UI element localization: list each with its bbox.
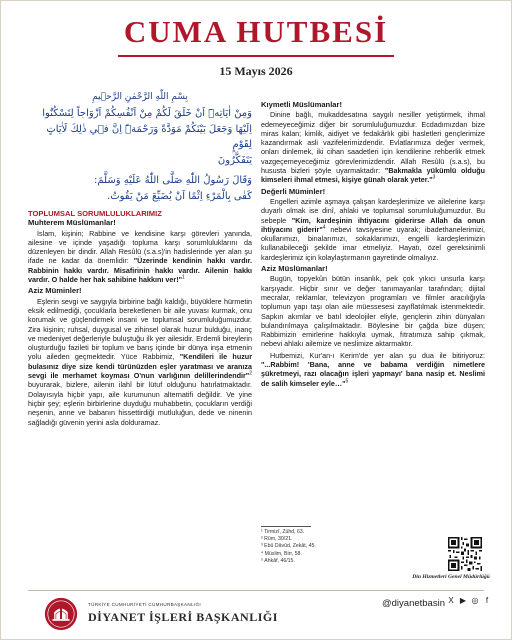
greeting-heading: Değerli Müminler! bbox=[261, 186, 326, 196]
arabic-verse-line: اِلَيْهَا وَجَعَلَ بَيْنَكُمْ مَوَدَّةً وَرَحْمَةًۜ اِنَّ ف۪ي ذٰلِكَ لَاٰيَاتٍ لِقَوْمٍ bbox=[46, 124, 252, 150]
instagram-icon[interactable]: ◎ bbox=[471, 596, 479, 605]
footnotes bbox=[261, 526, 401, 565]
greeting-heading: Muhterem Müslümanlar! bbox=[28, 218, 116, 228]
arabic-verse-line: وَمِنْ اٰيَاتِه۪ٓ اَنْ خَلَقَ لَكُمْ مِنْ اَنْفُسِكُمْ اَزْوَاجاً لِتَسْكُنُٓوا bbox=[42, 108, 252, 119]
diyanet-logo-icon bbox=[44, 597, 78, 631]
arabic-hadith-line: وَقَالَ رَسُولُ اللّٰهِ صَلَّى اللّٰهُ عَلَيْهِ وَسَلَّمَ: bbox=[94, 175, 252, 186]
paragraph: İslam, kişinin; Rabbine ve kendisine karşı görevleri yanında, ailesine ve içinde yaşadığı topluma karşı sorumluluklarını da düzenleyen bir dindir. Allah Resûlü (s.a.s)'in hadislerinde yer alan şu ifade ne kadar da önemlidir: "Üzerinde kendinin hakkı vardır. Rabbinin hakkı vardır. Misafirinin hakkı vardır. Ailenin hakkı vardır. O halde her hak sahibine hakkını ver!"$^1$ bbox=[28, 228, 252, 285]
page-title: CUMA HUTBESİ bbox=[123, 14, 389, 49]
arabic-hadith-line: كَفٰى بِالْمَرْءِ اِثْمًا اَنْ يُضَيِّعَ مَنْ يَقُوتُ. bbox=[107, 191, 252, 202]
left-column bbox=[28, 90, 252, 429]
youtube-icon[interactable]: ▶ bbox=[459, 596, 467, 605]
footer-divider bbox=[28, 590, 484, 591]
sermon-date: 15 Mayıs 2026 bbox=[219, 64, 293, 78]
directorate-signature: Din Hizmetleri Genel Müdürlüğü bbox=[412, 574, 490, 580]
title-divider bbox=[118, 55, 394, 57]
right-column bbox=[261, 98, 485, 390]
facebook-icon[interactable]: f bbox=[485, 596, 489, 605]
greeting-heading: Aziz Müslümanlar! bbox=[261, 264, 328, 274]
x-icon[interactable]: X bbox=[448, 596, 454, 605]
footnote-divider bbox=[261, 526, 311, 527]
paragraph: Eşlerin sevgi ve saygıyla birbirine bağlı kaldığı, büyüklere hürmetin eksik edilmediği, çocuklarla bereketlenen bir aile yuvası kurmak, onu korumak ve güçlendirmek insani ve toplumsal sorumluluğumuzdur. Zira kişinin; ruhsal, duygusal ve zihinsel olarak huzur bulduğu, inanç ve medeniyet değerleriyle buluştuğu ilk yer ailesidir. Erdemli bireylerin oluşturduğu fazileti bir toplum ve barış içinde bir dünya inşa etmenin yolu aileden geçmektedir. Yüce Rabbimiz, "Kendileri ile huzur bulasınız diye size kendi türünüzden eşler yaratması ve aranıza sevgi ile merhamet koyması O'nun varlığının delillerindendir"$^2$ buyurarak, bizlere, ailenin ilahî bir lütuf olduğunu hatırlatmaktadır. Dolayısıyla hiçbir yapı, aile kurumunun alternatifi değildir. Ve yine hiçbir şey; eşlerin birbirlerine duyduğu muhabbetin, çocukların verdiği neşenin, anne ve babanın hissettirdiği mutluluğun, dede ve ninenin sağladığı güvenin yerini asla dolduramaz. bbox=[28, 296, 252, 427]
paragraph: Hutbemizi, Kur'an-ı Kerim'de yer alan şu dua ile bitiriyoruz: "...Rabbim! 'Bana, anne ve babama verdiğin nimetlere şükretmeyi, razı olacağın işleri yapmayı' bana nasip et. Neslimi de salih kimseler eyle…"$^5$ bbox=[261, 350, 485, 388]
social-handle[interactable]: @diyanetbasin bbox=[382, 598, 445, 609]
paragraph: Bugün, topyekûn bütün insanlık, pek çok yıkıcı unsurla karşı karşıyadır. Hiçbir sınır ve değer tanımayanlar tarafından; dijital mecralar, reklamlar, televizyon programları ve filmler aracılığıyla toplumun yapı taşı olan aile müessesesi zayıflatılmak istenmektedir. Sapkın akımlar ve batıl ideolojiler eliyle, gençlerin zihin dünyaları bulandırılmaya çalışılmaktadır. Böylesine bir çağda bize düşen; Rabbimizin emirlerine hakkıyla uymak, fıtratımıza sahip çıkmak, nebevi ahlakı ailemize ve neslimize aktarmaktır. bbox=[261, 274, 485, 349]
qr-code-icon[interactable] bbox=[448, 537, 482, 571]
section-title: TOPLUMSAL SORUMLULUKLARIMIZ bbox=[28, 209, 162, 218]
paragraph: Dinine bağlı, mukaddesatına saygılı nesiller yetiştirmek, ihmal edemeyeceğimiz diğer bir sorumluluğumuzdur. Ecdadımızdan bize miras kalan; kimlik, aidiyet ve fedakârlık gibi hasletleri gençlerimize kazandırmak asli vazifelerimizdendir. Evlatlarımıza değer vermek, onları dinlemek, iki cihan saadetleri için kendilerine rehberlik etmek vazgeçemeyeceğimiz görevlerimizdendir. Allah Resûlü (s.a.s), bu hususta bizleri şöyle uyarmaktadır: "Bakmakla yükümlü olduğu kimseleri ihmal etmesi, kişiye günah olarak yeter."$^3$ bbox=[261, 110, 485, 185]
footnote: ¹ Tirmizî, Zühd, 63. bbox=[261, 529, 305, 535]
arabic-verse-line: يَتَفَكَّرُونَ bbox=[217, 155, 252, 166]
paragraph: Engelleri azimle aşmaya çalışan kardeşlerimize ve ailelerine karşı duyarlı olmak ise dinî, ahlaki ve toplumsal sorumluluğumuzdur. Bu sebeple "Kim, kardeşinin ihtiyacını giderirse Allah da onun ihtiyacını giderir"$^4$ nebevi tavsiyesine uyarak; ibadethanelerimizi, okullarımızı, binalarımızı, sokaklarımızı, engelli kardeşlerimizin kullanabileceği şekilde imar etmeliyiz. Hayatı, özel gereksinimli kardeşlerimiz için kolaylaştırmanın gayretinde olmalıyız. bbox=[261, 196, 485, 262]
footnote: ⁴ Müslim, Birr, 58. bbox=[261, 550, 302, 557]
organization-subtitle: TÜRKİYE CUMHURİYETİ CUMHURBAŞKANLIĞI bbox=[88, 602, 201, 607]
arabic-text-block bbox=[28, 90, 252, 204]
greeting-heading: Kıymetli Müslümanlar! bbox=[261, 100, 343, 109]
footnote: ⁵ Ahkâf, 46/15. bbox=[261, 557, 295, 564]
footnote: ³ Ebû Dâvûd, Zekât, 45. bbox=[261, 543, 316, 550]
social-icons bbox=[446, 596, 492, 605]
greeting-heading: Aziz Müminler! bbox=[28, 286, 82, 296]
basmala: بِسْمِ اللّٰهِ الرَّحْمٰنِ الرَّح۪يمِ bbox=[92, 92, 188, 102]
footnote: ² Rûm, 30/21. bbox=[261, 536, 293, 543]
organization-name: DİYANET İŞLERİ BAŞKANLIĞI bbox=[88, 610, 278, 624]
